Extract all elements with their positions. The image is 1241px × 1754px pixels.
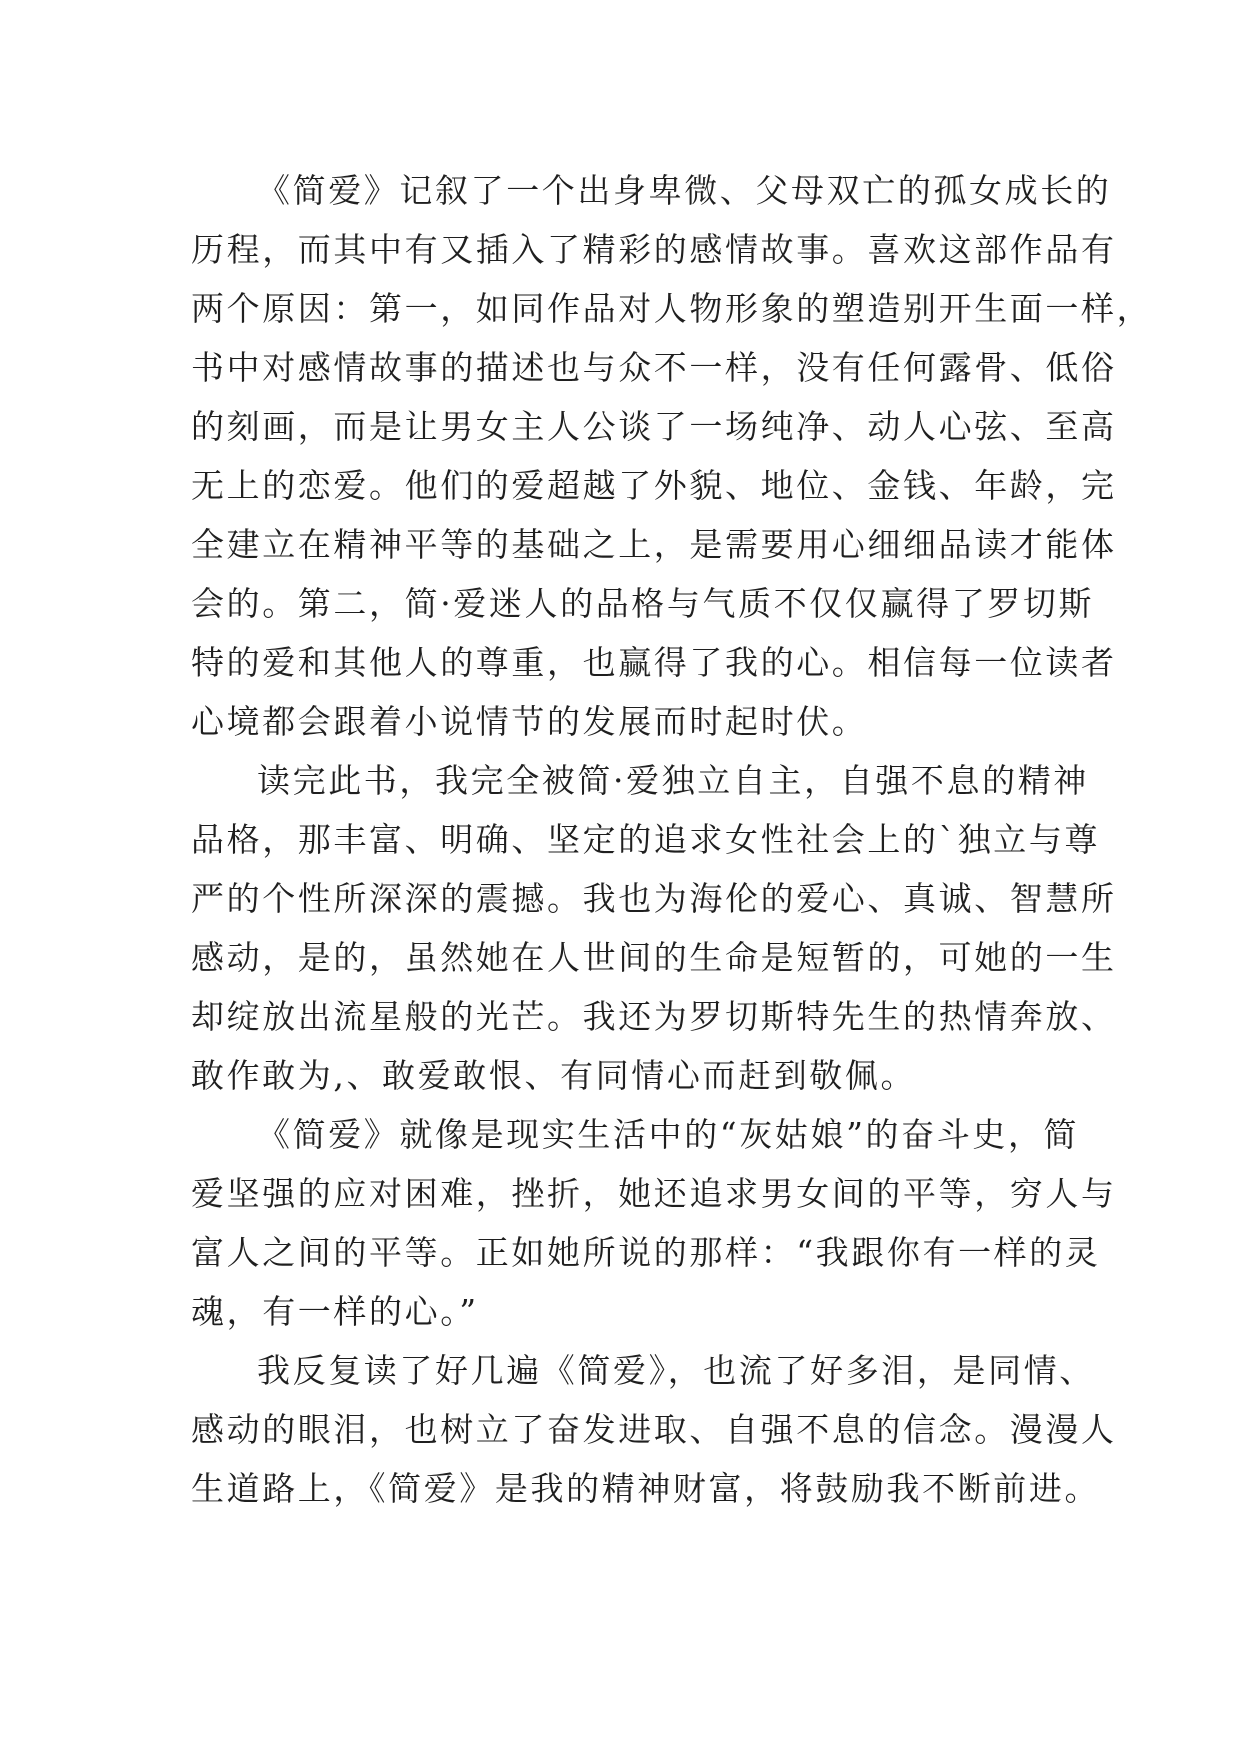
- paragraph-line: 品格，那丰富、明确、坚定的追求女性社会上的`独立与尊: [191, 820, 1101, 859]
- paragraph-line: 生道路上，《简爱》是我的精神财富，将鼓励我不断前进。: [191, 1469, 1101, 1508]
- paragraph-line: 会的。第二，简·爱迷人的品格与气质不仅仅赢得了罗切斯: [191, 584, 1095, 623]
- document-body: [191, 161, 1153, 1518]
- paragraph-line: 的刻画，而是让男女主人公谈了一场纯净、动人心弦、至高: [191, 407, 1117, 446]
- paragraph-3: [191, 1105, 1117, 1341]
- paragraph-line: 敢作敢为,、敢爱敢恨、有同情心而赶到敬佩。: [191, 1056, 917, 1095]
- paragraph-line: 我反复读了好几遍《简爱》，也流了好多泪，是同情、: [257, 1351, 1095, 1390]
- paragraph-4: [191, 1341, 1117, 1518]
- paragraph-line: 两个原因：第一，如同作品对人物形象的塑造别开生面一样，: [191, 289, 1153, 328]
- paragraph-line: 书中对感情故事的描述也与众不一样，没有任何露骨、低俗: [191, 348, 1117, 387]
- paragraph-line: 魂，有一样的心。”: [191, 1292, 479, 1331]
- paragraph-line: 特的爱和其他人的尊重，也赢得了我的心。相信每一位读者: [191, 643, 1117, 682]
- paragraph-line: 感动的眼泪，也树立了奋发进取、自强不息的信念。漫漫人: [191, 1410, 1117, 1449]
- paragraph-line: 读完此书，我完全被简·爱独立自主，自强不息的精神: [257, 761, 1089, 800]
- paragraph-line: 历程，而其中有又插入了精彩的感情故事。喜欢这部作品有: [191, 230, 1117, 269]
- paragraph-1: [191, 161, 1153, 751]
- paragraph-2: [191, 751, 1117, 1105]
- paragraph-line: 爱坚强的应对困难，挫折，她还追求男女间的平等，穷人与: [191, 1174, 1117, 1213]
- paragraph-line: 无上的恋爱。他们的爱超越了外貌、地位、金钱、年龄，完: [191, 466, 1117, 505]
- paragraph-line: 富人之间的平等。正如她所说的那样：“我跟你有一样的灵: [191, 1233, 1101, 1272]
- paragraph-line: 却绽放出流星般的光芒。我还为罗切斯特先生的热情奔放、: [191, 997, 1117, 1036]
- paragraph-line: 《简爱》就像是现实生活中的“灰姑娘”的奋斗史，简: [257, 1115, 1080, 1154]
- paragraph-line: 感动，是的，虽然她在人世间的生命是短暂的，可她的一生: [191, 938, 1117, 977]
- paragraph-line: 全建立在精神平等的基础之上，是需要用心细细品读才能体: [191, 525, 1117, 564]
- paragraph-line: 心境都会跟着小说情节的发展而时起时伏。: [191, 702, 868, 741]
- paragraph-line: 严的个性所深深的震撼。我也为海伦的爱心、真诚、智慧所: [191, 879, 1117, 918]
- paragraph-line: 《简爱》记叙了一个出身卑微、父母双亡的孤女成长的: [257, 171, 1112, 210]
